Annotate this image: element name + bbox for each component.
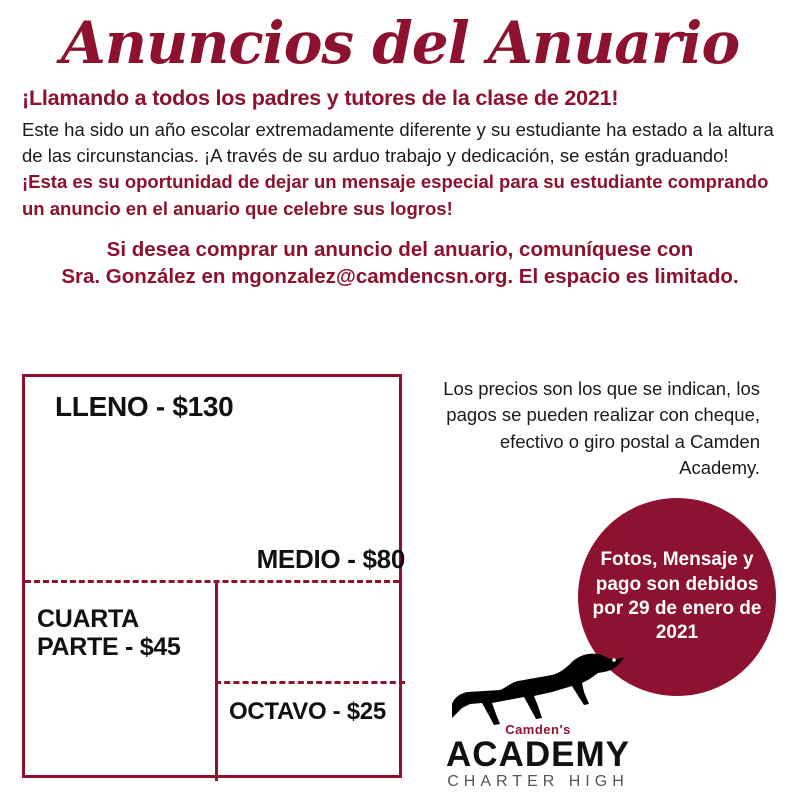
contact-block (22, 236, 778, 291)
divider-eighth (215, 681, 405, 684)
headline: ¡Llamando a todos los padres y tutores de la clase de 2021! (22, 86, 619, 110)
logo-camdens-text: Camden's (505, 722, 571, 737)
panther-icon (418, 648, 658, 726)
ad-size-label-quarter: CUARTA PARTE - $45 (37, 605, 181, 661)
prices-note: Los precios son los que se indican, los pagos se pueden realizar con cheque, efectivo o giro postal a Camden Academy. (443, 378, 760, 478)
divider-half (25, 580, 399, 583)
contact-line-1: Si desea comprar un anuncio del anuario, comuníquese con (106, 237, 694, 261)
logo-charter-high-text: CHARTER HIGH (447, 773, 629, 790)
body-text-plain: Este ha sido un año escolar extremadamente diferente y su estudiante ha estado a la altura de las circunstancias. ¡A través de su arduo trabajo y dedicación, se están graduando! (22, 118, 774, 166)
deadline-badge: Fotos, Mensaje y pago son debidos por 29 de enero de 2021 (578, 498, 776, 696)
body-text-emphasis: ¡Esta es su oportunidad de dejar un mensaje especial para su estudiante comprando un anuncio en el anuario que celebre sus logros! (22, 171, 769, 219)
contact-line-2: Sra. González en mgonzalez@camdencsn.org. El espacio es limitado. (61, 265, 739, 289)
school-logo (418, 648, 658, 791)
page-title: Anuncios del Anuario (60, 9, 740, 77)
ad-size-label-half: MEDIO - $80 (256, 544, 405, 574)
body-paragraph (22, 117, 778, 222)
ad-size-diagram (22, 374, 405, 778)
ad-size-label-eighth: OCTAVO - $25 (229, 698, 386, 725)
ad-size-label-full: LLENO - $130 (55, 391, 234, 422)
logo-academy-text: ACADEMY (446, 735, 630, 774)
